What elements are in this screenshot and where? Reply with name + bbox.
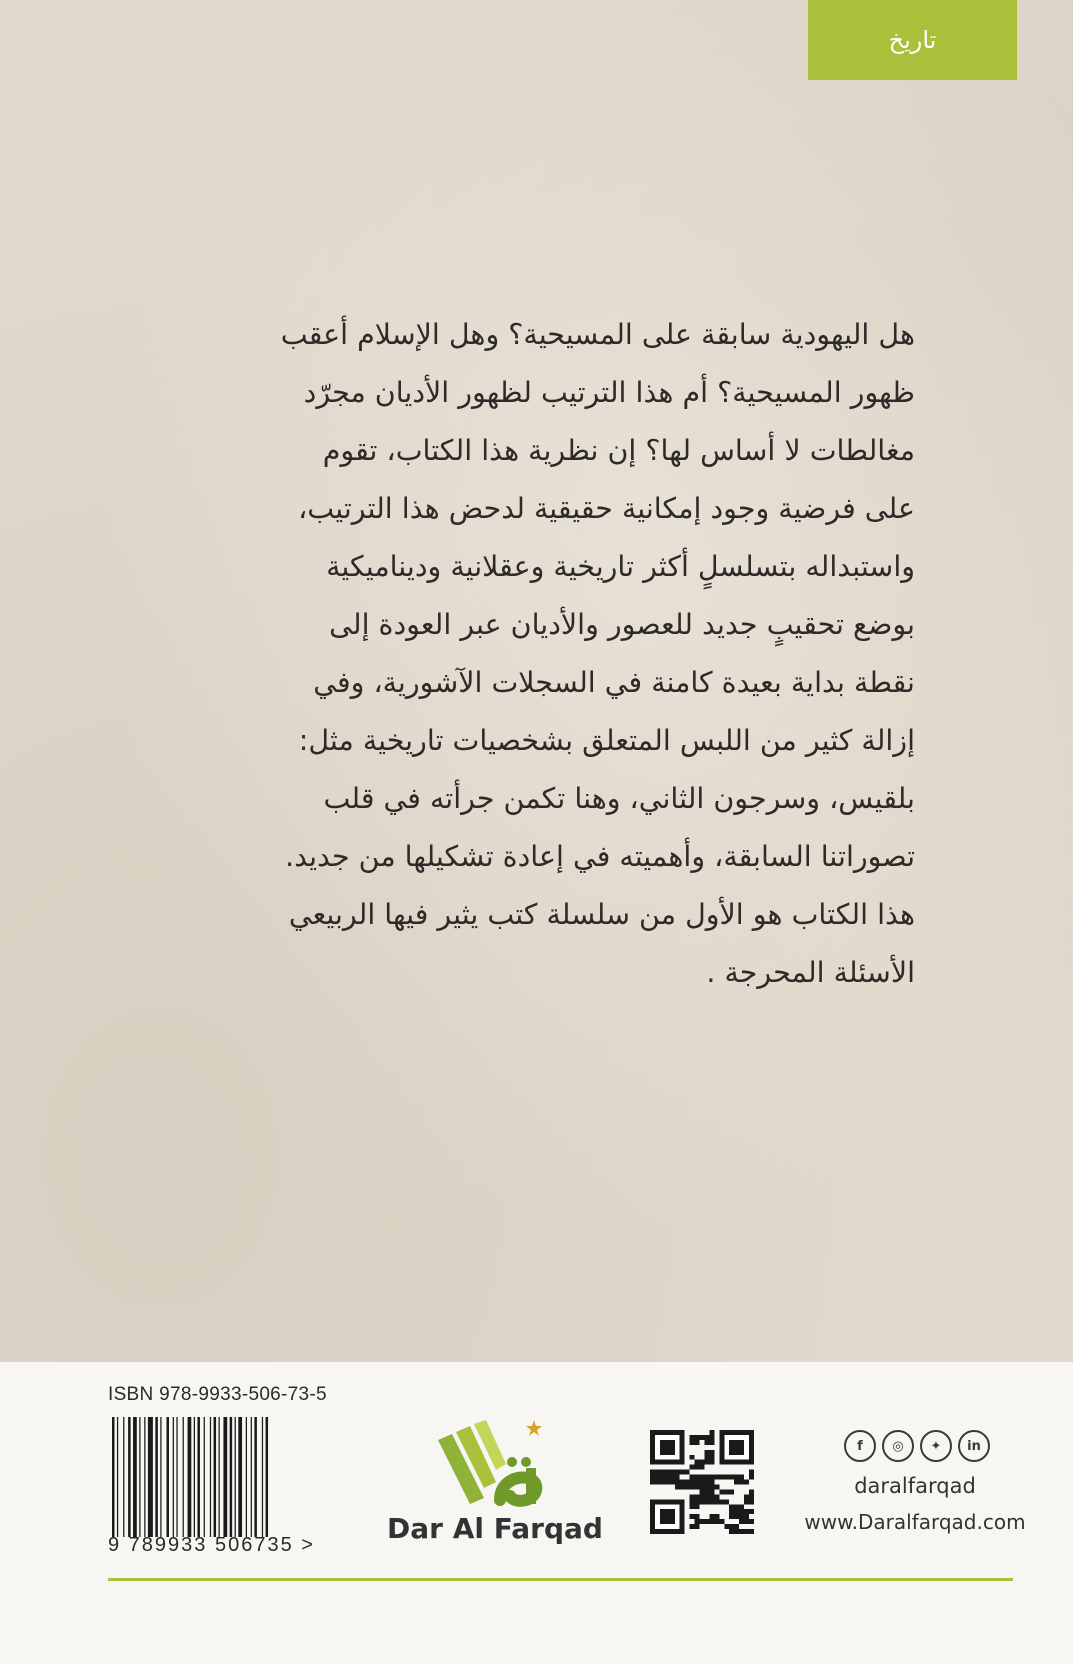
blurb-line: إزالة كثير من اللبس المتعلق بشخصيات تاريخية مثل: — [298, 724, 915, 757]
blurb-line: تصوراتنا السابقة، وأهميته في إعادة تشكيلها من جديد. — [285, 840, 915, 873]
barcode-digits: 9 789933 506735 > — [108, 1534, 315, 1556]
category-tag — [808, 0, 1017, 80]
blurb-line: ظهور المسيحية؟ أم هذا الترتيب لظهور الأديان مجرّد — [303, 376, 915, 409]
linkedin-icon[interactable]: in — [958, 1430, 990, 1462]
blurb-line: واستبداله بتسلسلٍ أكثر تاريخية وعقلانية وديناميكية — [326, 550, 915, 583]
facebook-icon[interactable]: f — [844, 1430, 876, 1462]
category-label: تاريخ — [888, 26, 937, 54]
website-link[interactable]: www.Daralfarqad.com — [804, 1510, 1026, 1534]
blurb-line: هذا الكتاب هو الأول من سلسلة كتب يثير فيها الربيعي — [288, 898, 915, 931]
social-handle: daralfarqad — [854, 1474, 976, 1498]
blurb-line: نقطة بداية بعيدة كامنة في السجلات الآشورية، وفي — [313, 666, 915, 699]
cover-footer — [0, 1362, 1073, 1664]
blurb-line: مغالطات لا أساس لها؟ إن نظرية هذا الكتاب، تقوم — [322, 434, 915, 467]
twitter-icon[interactable]: ✦ — [920, 1430, 952, 1462]
blurb-line: على فرضية وجود إمكانية حقيقية لدحض هذا الترتيب، — [298, 492, 915, 525]
blurb-line: هل اليهودية سابقة على المسيحية؟ وهل الإسلام أعقب — [280, 318, 915, 351]
social-icons — [842, 1430, 992, 1464]
blurb-line: بوضع تحقيبٍ جديد للعصور والأديان عبر العودة إلى — [329, 608, 915, 641]
publisher-name: Dar Al Farqad — [387, 1512, 603, 1545]
instagram-icon[interactable]: ◎ — [882, 1430, 914, 1462]
blurb-line: بلقيس، وسرجون الثاني، وهنا تكمن جرأته في قلب — [323, 782, 915, 815]
qr-code[interactable] — [650, 1430, 754, 1534]
isbn-label: ISBN 978-9933-506-73-5 — [108, 1384, 327, 1405]
blurb-line: الأسئلة المحرجة . — [706, 956, 915, 989]
footer-divider — [108, 1578, 1013, 1581]
publisher-logo-icon — [430, 1412, 550, 1512]
barcode — [112, 1417, 342, 1537]
back-cover-blurb — [195, 306, 915, 1002]
